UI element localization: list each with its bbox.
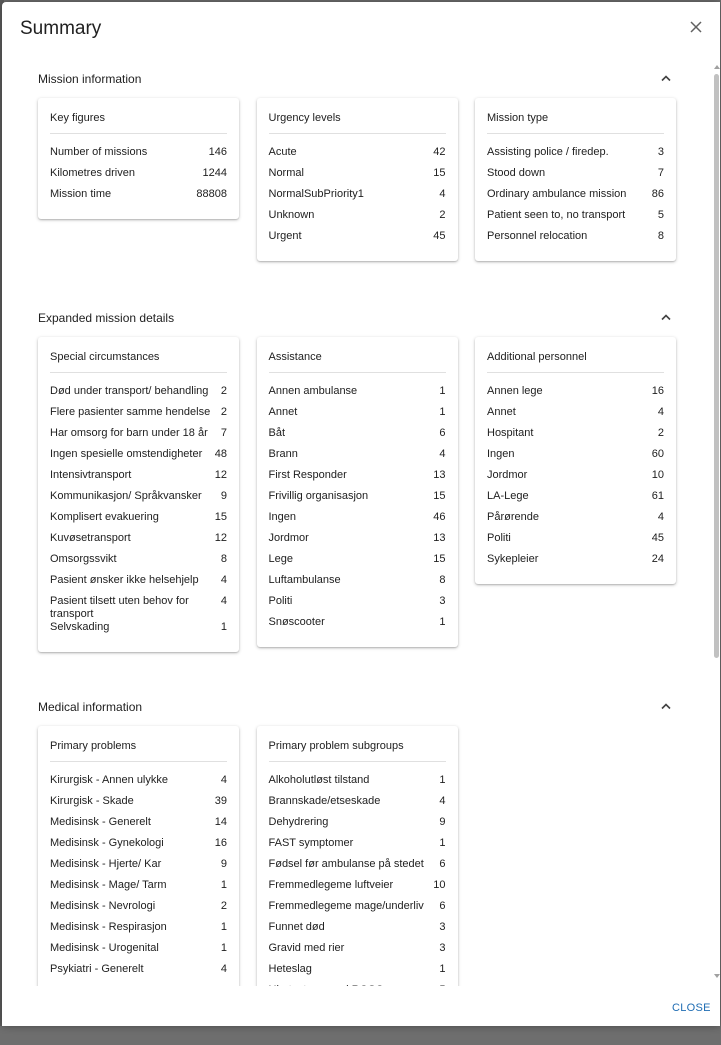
stat-label: Personnel relocation: [487, 230, 588, 242]
stat-row: [50, 942, 227, 963]
stat-label: Politi: [268, 595, 293, 607]
stat-value: 1: [439, 837, 446, 849]
stat-value: 1: [439, 406, 446, 418]
card-special-circumstances: [38, 337, 239, 652]
stat-value: 13: [433, 469, 446, 481]
stat-row: [487, 553, 664, 574]
dialog-footer: [2, 986, 720, 1026]
stat-value: 1: [439, 774, 446, 786]
stat-value: 45: [433, 230, 446, 242]
stat-label: Unknown: [268, 209, 315, 221]
stat-label: Fremmedlegeme luftveier: [268, 879, 394, 891]
stat-value: 8: [439, 574, 446, 586]
stat-label: First Responder: [268, 469, 347, 481]
stat-value: 8: [657, 230, 664, 242]
stat-value: 2: [220, 385, 227, 397]
stat-label: Medisinsk - Gynekologi: [50, 837, 164, 849]
stat-label: Komplisert evakuering: [50, 511, 159, 523]
stat-value: 1: [220, 942, 227, 954]
scrollbar-thumb[interactable]: [714, 74, 719, 658]
stat-label: Gravid med rier: [268, 942, 345, 954]
stat-label: Heteslag: [268, 963, 312, 975]
stat-value: 3: [439, 595, 446, 607]
stat-value: 86: [651, 188, 664, 200]
stat-value: 12: [214, 532, 227, 544]
card-title: Primary problems: [50, 739, 227, 762]
stat-value: 4: [220, 963, 227, 975]
stat-value: 4: [220, 595, 227, 607]
stat-label: Flere pasienter samme hendelse: [50, 406, 211, 418]
stat-value: 5: [657, 209, 664, 221]
stat-row: [487, 406, 664, 427]
stat-label: Mission time: [50, 188, 112, 200]
stat-label: Snøscooter: [268, 616, 325, 628]
stat-row: [487, 230, 664, 251]
stat-value: 2: [439, 209, 446, 221]
stat-value: 16: [214, 837, 227, 849]
chevron-up-icon[interactable]: [660, 702, 672, 710]
stat-row: [50, 448, 227, 469]
card-row: [2, 98, 710, 261]
stat-label: Kirurgisk - Annen ulykke: [50, 774, 168, 786]
stat-label: Selvskading: [50, 621, 110, 633]
stat-value: 14: [214, 816, 227, 828]
stat-label: Lege: [268, 553, 293, 565]
stat-label: Hospitant: [487, 427, 534, 439]
stat-row: [269, 616, 446, 637]
stat-row: [50, 921, 227, 942]
stat-label: Stood down: [487, 167, 546, 179]
stat-value: 8: [220, 553, 227, 565]
stat-label: Alkoholutløst tilstand: [268, 774, 370, 786]
stat-row: [50, 795, 227, 816]
stat-row: [269, 209, 446, 230]
stat-value: 9: [220, 490, 227, 502]
stat-row: [50, 406, 227, 427]
stat-label: Ingen: [487, 448, 515, 460]
stat-row: [487, 188, 664, 209]
stat-label: Brann: [268, 448, 298, 460]
stat-row: [269, 553, 446, 574]
stat-row: [50, 574, 227, 595]
stat-row: [269, 230, 446, 251]
stat-row: [269, 858, 446, 879]
stat-row: [50, 858, 227, 879]
stat-label: Sykepleier: [487, 553, 539, 565]
section-title: Mission information: [38, 72, 142, 86]
section-title: Expanded mission details: [38, 311, 175, 325]
stat-label: Jordmor: [268, 532, 309, 544]
stat-row: [269, 837, 446, 858]
stat-value: 1: [439, 616, 446, 628]
card-urgency-levels: [257, 98, 458, 261]
card-title: Additional personnel: [487, 350, 664, 373]
stat-value: 1: [220, 879, 227, 891]
close-icon[interactable]: [688, 19, 704, 35]
stat-value: 10: [433, 879, 446, 891]
card-additional-personnel: [475, 337, 676, 584]
stat-value: 7: [220, 427, 227, 439]
chevron-up-icon[interactable]: [660, 74, 672, 82]
stat-row: [487, 146, 664, 167]
card-row: [2, 726, 710, 1015]
stat-row: [269, 490, 446, 511]
card-key-figures: [38, 98, 239, 219]
stat-value: 16: [651, 385, 664, 397]
stat-label: Kirurgisk - Skade: [50, 795, 134, 807]
stat-row: [269, 385, 446, 406]
stat-value: 6: [439, 858, 446, 870]
stat-value: 15: [214, 511, 227, 523]
stat-label: Ingen: [268, 511, 297, 523]
stat-label: Død under transport/ behandling: [50, 385, 209, 397]
stat-value: 4: [657, 511, 664, 523]
section-header[interactable]: [2, 682, 710, 726]
stat-row: [487, 209, 664, 230]
stat-label: Annen lege: [487, 385, 543, 397]
stat-value: 4: [439, 795, 446, 807]
stat-row: [50, 774, 227, 795]
stat-value: 24: [651, 553, 664, 565]
card-title: Urgency levels: [269, 111, 446, 134]
stat-label: Patient seen to, no transport: [487, 209, 626, 221]
stat-row: [50, 146, 227, 167]
stat-value: 88808: [196, 188, 227, 200]
stat-row: [50, 553, 227, 574]
stat-value: 15: [433, 553, 446, 565]
stat-label: Brannskade/etseskade: [268, 795, 381, 807]
section-header[interactable]: [2, 54, 710, 98]
card-title: Key figures: [50, 111, 227, 134]
stat-value: 6: [439, 427, 446, 439]
stat-value: 1: [439, 385, 446, 397]
card-title: Assistance: [269, 350, 446, 373]
stat-row: [50, 427, 227, 448]
dialog-title: Summary: [20, 18, 102, 39]
stat-label: Frivillig organisasjon: [268, 490, 369, 502]
stat-row: [269, 469, 446, 490]
stat-row: [269, 146, 446, 167]
stat-row: [487, 469, 664, 490]
stat-value: 7: [657, 167, 664, 179]
stat-row: [269, 921, 446, 942]
stat-row: [269, 942, 446, 963]
stat-row: [50, 879, 227, 900]
stat-value: 2: [220, 900, 227, 912]
stat-row: [269, 879, 446, 900]
stat-row: [50, 385, 227, 406]
stat-value: 13: [433, 532, 446, 544]
stat-row: [50, 900, 227, 921]
stat-row: [269, 900, 446, 921]
stat-label: Fremmedlegeme mage/underliv: [268, 900, 424, 912]
stat-value: 4: [439, 188, 446, 200]
stat-value: 6: [439, 900, 446, 912]
stat-label: Assisting police / firedep.: [487, 146, 609, 158]
stat-value: 46: [433, 511, 446, 523]
stat-row: [269, 774, 446, 795]
stat-value: 1: [220, 621, 227, 633]
section-header[interactable]: [2, 293, 710, 337]
stat-label: Number of missions: [50, 146, 148, 158]
stat-value: 1244: [202, 167, 227, 179]
stat-row: [50, 595, 227, 621]
stat-value: 60: [651, 448, 664, 460]
stat-row: [50, 167, 227, 188]
stat-label: Medisinsk - Nevrologi: [50, 900, 156, 912]
stat-label: Urgent: [268, 230, 302, 242]
stat-value: 12: [214, 469, 227, 481]
stat-label: Annen ambulanse: [268, 385, 358, 397]
stat-row: [487, 490, 664, 511]
stat-row: [269, 963, 446, 984]
scroll-down-icon[interactable]: [713, 973, 721, 979]
stat-label: Ordinary ambulance mission: [487, 188, 627, 200]
stat-label: LA-Lege: [487, 490, 529, 502]
stat-value: 48: [214, 448, 227, 460]
stat-value: 2: [220, 406, 227, 418]
stat-label: Medisinsk - Mage/ Tarm: [50, 879, 167, 891]
stat-label: Kuvøsetransport: [50, 532, 131, 544]
stat-label: Annet: [268, 406, 298, 418]
stat-value: 2: [657, 427, 664, 439]
stat-row: [269, 532, 446, 553]
section-expanded-mission-details: [2, 293, 710, 652]
stat-value: 10: [651, 469, 664, 481]
stat-label: Luftambulanse: [268, 574, 341, 586]
stat-label: Medisinsk - Generelt: [50, 816, 151, 828]
stat-value: 4: [439, 448, 446, 460]
stat-row: [487, 532, 664, 553]
stat-value: 15: [433, 490, 446, 502]
stat-label: Omsorgssvikt: [50, 553, 117, 565]
stat-label: Har omsorg for barn under 18 år: [50, 427, 208, 439]
stat-label: Medisinsk - Urogenital: [50, 942, 159, 954]
stat-label: Psykiatri - Generelt: [50, 963, 144, 975]
stat-row: [269, 167, 446, 188]
stat-label: Annet: [487, 406, 516, 418]
stat-row: [50, 511, 227, 532]
stat-label: Pårørende: [487, 511, 539, 523]
stat-label: Dehydrering: [268, 816, 329, 828]
sections-container: [2, 54, 710, 1045]
stat-row: [269, 448, 446, 469]
stat-row: [487, 427, 664, 448]
stat-row: [487, 167, 664, 188]
stat-label: Politi: [487, 532, 511, 544]
section-title: Medical information: [38, 700, 143, 714]
stat-value: 15: [433, 167, 446, 179]
section-mission-information: [2, 54, 710, 261]
stat-label: Normal: [268, 167, 304, 179]
stat-row: [50, 469, 227, 490]
summary-dialog: [2, 2, 720, 1026]
stat-label: Kommunikasjon/ Språkvansker: [50, 490, 202, 502]
stat-label: Fødsel før ambulanse på stedet: [268, 858, 424, 870]
card-primary-problem-subgroups: [257, 726, 458, 1015]
close-button[interactable]: CLOSE: [672, 1002, 711, 1014]
card-assistance: [257, 337, 458, 647]
stat-row: [50, 816, 227, 837]
stat-value: 1: [439, 963, 446, 975]
stat-label: Jordmor: [487, 469, 528, 481]
card-primary-problems: [38, 726, 239, 994]
stat-value: 42: [433, 146, 446, 158]
stat-value: 9: [439, 816, 446, 828]
stat-row: [50, 188, 227, 209]
stat-row: [487, 385, 664, 406]
stat-label: Kilometres driven: [50, 167, 135, 179]
stat-value: 4: [220, 574, 227, 586]
section-medical-information: [2, 682, 710, 1015]
stat-label: Pasient tilsett uten behov for transport: [50, 595, 189, 620]
stat-value: 1: [220, 921, 227, 933]
stat-label: Acute: [268, 146, 297, 158]
scroll-up-icon[interactable]: [713, 64, 721, 70]
card-title: Primary problem subgroups: [269, 739, 446, 762]
stat-row: [50, 963, 227, 984]
stat-value: 9: [220, 858, 227, 870]
stat-label: NormalSubPriority1: [268, 188, 364, 200]
stat-row: [269, 595, 446, 616]
card-title: Special circumstances: [50, 350, 227, 373]
dialog-content[interactable]: [2, 54, 720, 986]
stat-row: [269, 427, 446, 448]
stat-row: [269, 795, 446, 816]
stat-row: [487, 448, 664, 469]
card-mission-type: [475, 98, 676, 261]
stat-value: 4: [657, 406, 664, 418]
stat-row: [50, 837, 227, 858]
stat-value: 3: [657, 146, 664, 158]
stat-label: FAST symptomer: [268, 837, 354, 849]
stat-row: [50, 621, 227, 642]
chevron-up-icon[interactable]: [660, 313, 672, 321]
stat-value: 45: [651, 532, 664, 544]
stat-row: [269, 406, 446, 427]
dialog-header: [2, 2, 720, 54]
stat-label: Medisinsk - Respirasjon: [50, 921, 167, 933]
stat-value: 3: [439, 942, 446, 954]
stat-label: Båt: [268, 427, 286, 439]
stat-value: 39: [214, 795, 227, 807]
stat-label: Ingen spesielle omstendigheter: [50, 448, 203, 460]
stat-row: [50, 532, 227, 553]
card-row: [2, 337, 710, 652]
stat-label: Funnet død: [268, 921, 325, 933]
stat-label: Pasient ønsker ikke helsehjelp: [50, 574, 199, 586]
stat-row: [269, 574, 446, 595]
stat-row: [487, 511, 664, 532]
stat-value: 4: [220, 774, 227, 786]
stat-value: 146: [208, 146, 227, 158]
stat-row: [269, 188, 446, 209]
stat-row: [269, 511, 446, 532]
stat-value: 3: [439, 921, 446, 933]
card-title: Mission type: [487, 111, 664, 134]
stat-label: Intensivtransport: [50, 469, 132, 481]
stat-row: [50, 490, 227, 511]
stat-label: Medisinsk - Hjerte/ Kar: [50, 858, 162, 870]
stat-value: 61: [651, 490, 664, 502]
stat-row: [269, 816, 446, 837]
